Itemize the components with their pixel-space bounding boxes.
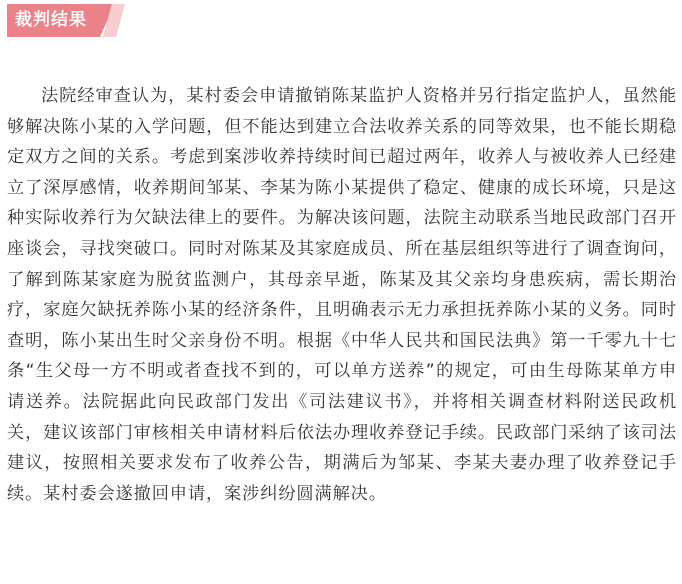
article-paragraph: 法院经审查认为，某村委会申请撤销陈某监护人资格并另行指定监护人，虽然能够解决陈小某的入学问题，但不能达到建立合法收养关系的同等效果，也不能长期稳定双方之间的关系。考虑到案涉收养持续时间已超过两年，收养人与被收养人已经建立了深厚感情，收养期间邹某、李某为陈小某提供了稳定、健康的成长环境，只是这种实际收养行为欠缺法律上的要件。为解决该问题，法院主动联系当地民政部门召开座谈会，寻找突破口。同时对陈某及其家庭成员、所在基层组织等进行了调查询问，了解到陈某家庭为脱贫监测户，其母亲早逝，陈某及其父亲均身患疾病，需长期治疗，家庭欠缺抚养陈小某的经济条件，且明确表示无力承担抚养陈小某的义务。同时查明，陈小某出生时父亲身份不明。根据《中华人民共和国民法典》第一千零九十七条“生父母一方不明或者查找不到的，可以单方送养”的规定，可由生母陈某单方申请送养。法院据此向民政部门发出《司法建议书》，并将相关调查材料附送民政机关，建议该部门审核相关申请材料后依法办理收养登记手续。民政部门采纳了该司法建议，按照相关要求发布了收养公告，期满后为邹某、李某夫妻办理了收养登记手续。某村委会遂撤回申请，案涉纠纷圆满解决。 — [7, 86, 677, 504]
section-header — [0, 0, 682, 44]
section-title: 裁判结果 — [15, 10, 87, 30]
